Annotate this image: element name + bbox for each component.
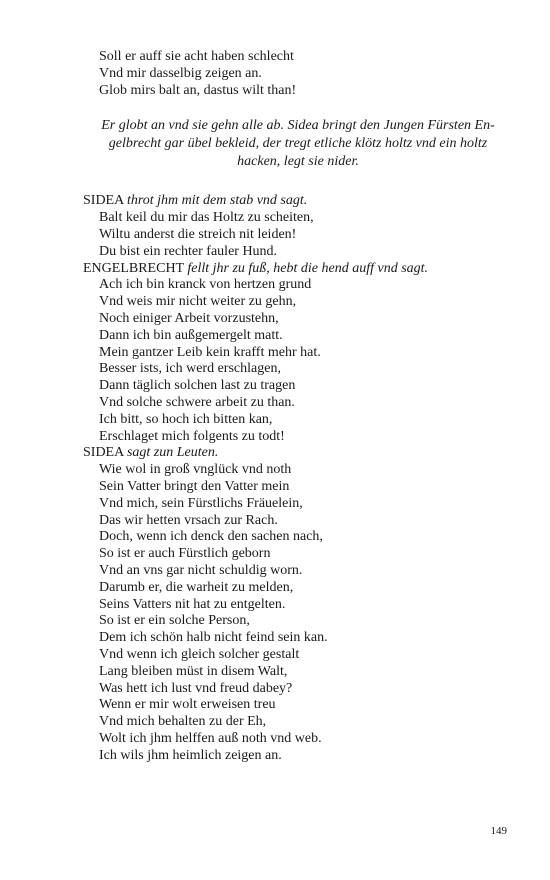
verse-line: Lang bleiben müst in disem Walt, (99, 663, 288, 679)
speaker-heading (83, 193, 513, 210)
speech-block (83, 261, 513, 446)
verse-line: Wenn er mir wolt erweisen treu (99, 697, 276, 713)
speaker-name: SIDEA (83, 193, 124, 209)
stage-direction-line: gelbrecht gar übel bekleid, der tregt etliche klötz holtz vnd ein holtz (108, 136, 488, 152)
opening-verses (83, 49, 513, 99)
verse-line: Erschlaget mich folgents zu todt! (99, 428, 285, 444)
verse-line: Du bist ein rechter fauler Hund. (99, 243, 278, 259)
speaker-name: SIDEA (83, 445, 124, 461)
speech-block (83, 193, 513, 260)
verse-line: Vnd solche schwere arbeit zu than. (99, 394, 295, 410)
speech-block (83, 445, 513, 764)
verse-line: Soll er auff sie acht haben schlecht (99, 49, 294, 64)
verse-line: Wolt ich jhm helffen auß noth vnd web. (99, 730, 322, 746)
speaker-heading (83, 261, 513, 278)
stage-direction-line: Er globt an vnd sie gehn alle ab. Sidea bringt den Jungen Fürsten En- (101, 118, 495, 134)
verse-line: Balt keil du mir das Holtz zu scheiten, (99, 210, 314, 226)
verse-line: Vnd wenn ich gleich solcher gestalt (99, 646, 300, 662)
verse-line: Vnd weis mir nicht weiter zu gehn, (99, 294, 297, 310)
speaker-direction: sagt zun Leuten. (126, 445, 219, 461)
verse-line: Das wir hetten vrsach zur Rach. (99, 512, 278, 528)
speaker-heading (83, 445, 513, 462)
verse-line: Was hett ich lust vnd freud dabey? (99, 680, 293, 696)
speaker-direction: throt jhm mit dem stab vnd sagt. (126, 193, 308, 209)
verse-line: Mein gantzer Leib kein krafft mehr hat. (99, 344, 321, 360)
verse-line: Ich wils jhm heimlich zeigen an. (99, 747, 282, 763)
verse-line: Ich bitt, so hoch ich bitten kan, (99, 411, 273, 427)
verse-line: Glob mirs balt an, dastus wilt than! (99, 82, 297, 98)
page-number: 149 (490, 825, 507, 837)
verse-line: Wie wol in groß vnglück vnd noth (99, 462, 292, 478)
verse-line: Vnd mich, sein Fürstlichs Fräuelein, (99, 495, 303, 511)
speaker-direction: fellt jhr zu fuß, hebt die hend auff vnd sagt. (187, 260, 429, 276)
verse-line: Besser ists, ich werd erschlagen, (99, 361, 281, 377)
verse-line: So ist er ein solche Person, (99, 613, 250, 629)
verse-line: Vnd an vns gar nicht schuldig worn. (99, 562, 303, 578)
verse-line: Vnd mir dasselbig zeigen an. (99, 65, 262, 81)
verse-line: Wiltu anderst die streich nit leiden! (99, 226, 297, 242)
speaker-name: ENGELBRECHT (83, 260, 184, 276)
verse-line: Dann täglich solchen last zu tragen (99, 378, 296, 394)
verse-line: Ach ich bin kranck von hertzen grund (99, 277, 312, 293)
verse-line: So ist er auch Fürstlich geborn (99, 546, 271, 562)
verse-line: Doch, wenn ich denck den sachen nach, (99, 529, 323, 545)
verse-line: Darumb er, die warheit zu melden, (99, 579, 294, 595)
verse-line: Vnd mich behalten zu der Eh, (99, 714, 267, 730)
verse-line: Dem ich schön halb nicht feind sein kan. (99, 630, 328, 646)
page-body (83, 49, 513, 764)
verse-line: Sein Vatter bringt den Vatter mein (99, 478, 290, 494)
stage-direction (83, 117, 513, 171)
verse-line: Dann ich bin außgemergelt matt. (99, 327, 283, 343)
stage-direction-line: hacken, legt sie nider. (237, 154, 359, 170)
verse-line: Noch einiger Arbeit vorzustehn, (99, 310, 279, 326)
verse-line: Seins Vatters nit hat zu entgelten. (99, 596, 286, 612)
